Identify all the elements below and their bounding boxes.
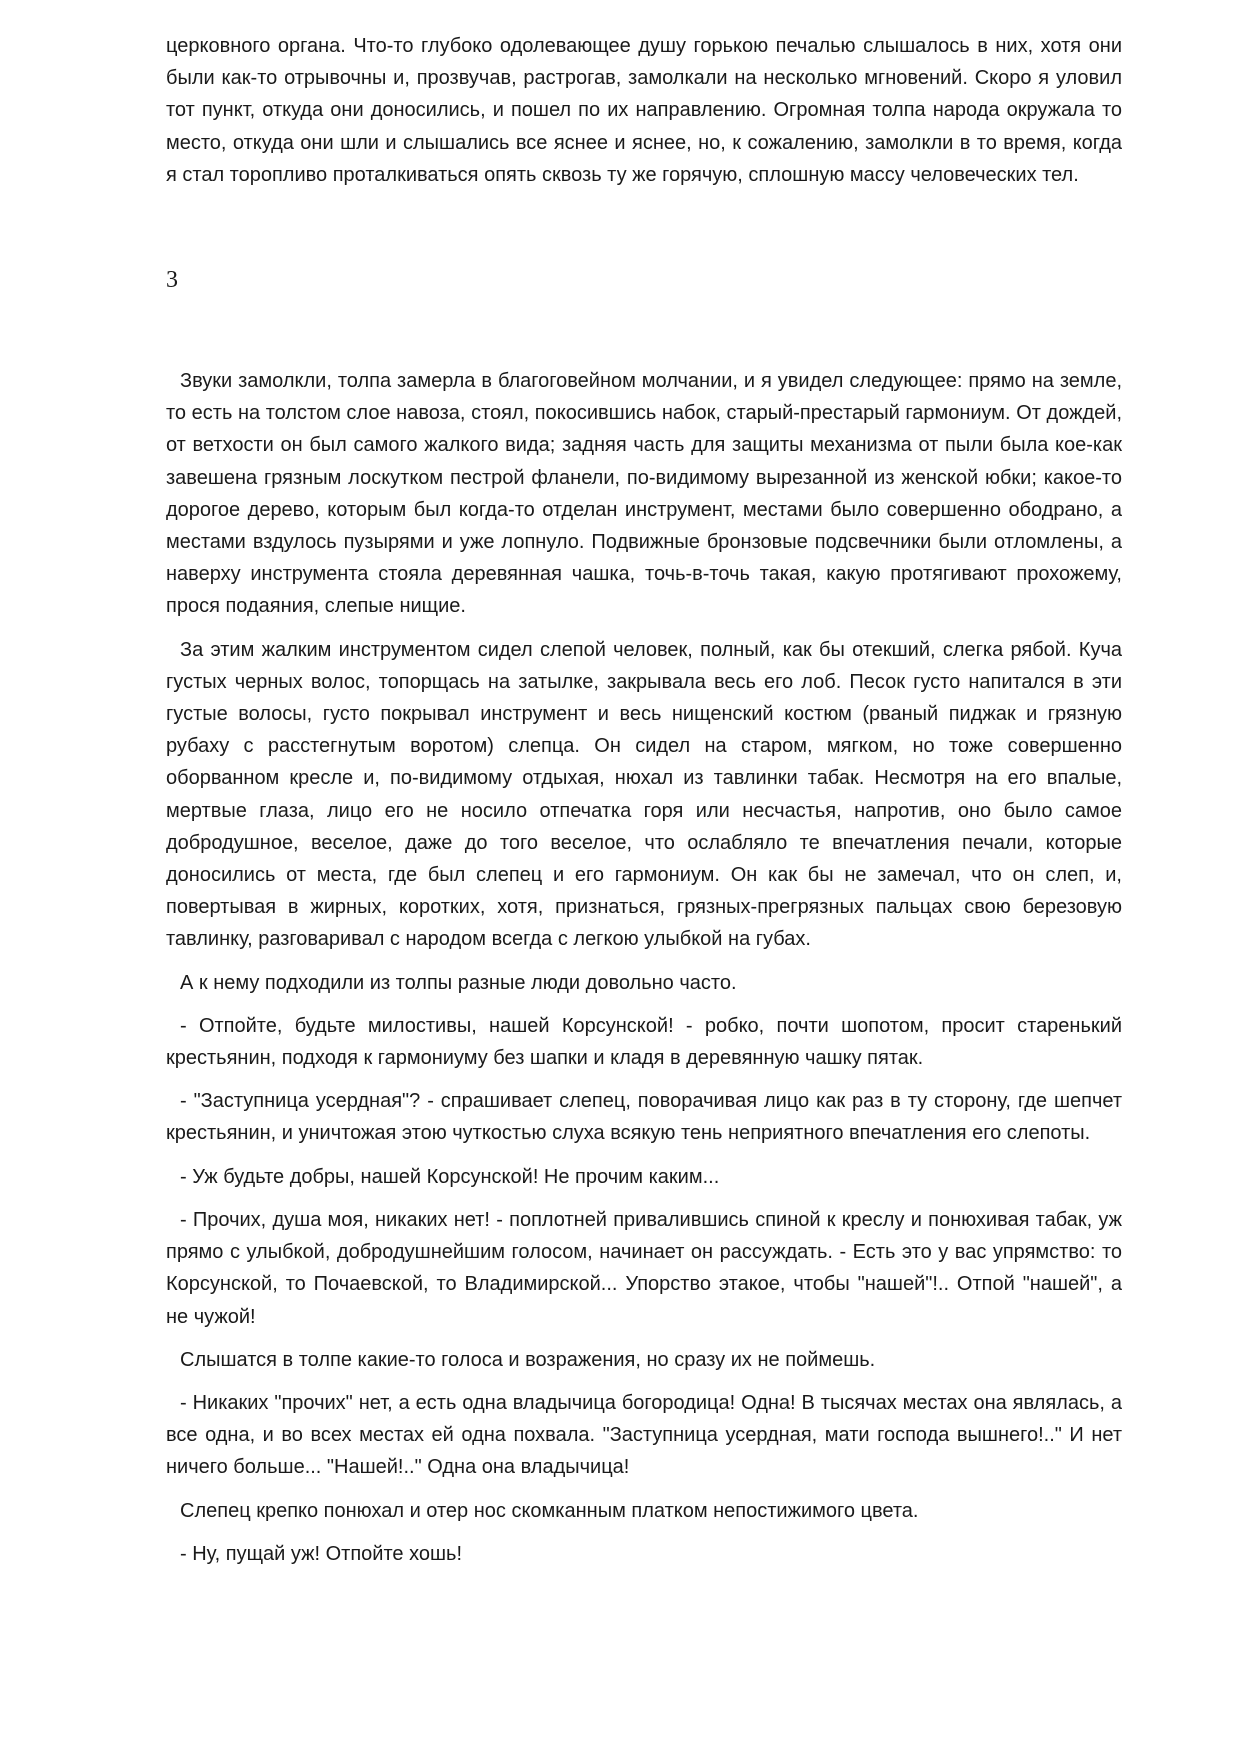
paragraph-1: Звуки замолкли, толпа замерла в благоговейном молчании, и я увидел следующее: прямо на земле, то есть на толстом слое навоза, стоял, покосившись набок, старый-престарый гармониум. От дождей, от ветхости он был самого жалкого вида; задняя часть для защиты механизма от пыли была кое-как завешена грязным лоскутком пестрой фланели, по-видимому вырезанной из женской юбки; какое-то дорогое дерево, которым был когда-то отделан инструмент, местами было совершенно ободрано, а местами вздулось пузырями и уже лопнуло. Подвижные бронзовые подсвечники были отломлены, а наверху инструмента стояла деревянная чашка, точь-в-точь такая, какую протягивают прохожему, прося подаяния, слепые нищие.: [166, 370, 1122, 618]
paragraph-10: Слепец крепко понюхал и отер нос скомканным платком непостижимого цвета.: [180, 1499, 919, 1522]
paragraph-7: - Прочих, душа моя, никаких нет! - поплотней привалившись спиной к креслу и понюхивая табак, уж прямо с улыбкой, добродушнейшим голосом, начинает он рассуждать. - Есть это у вас упрямство: то Корсунской, то Почаевской, то Владимирской... Упорство этакое, чтобы "нашей"!.. Отпой "нашей", а не чужой!: [166, 1208, 1122, 1328]
paragraph-11: - Ну, пущай уж! Отпойте хошь!: [180, 1542, 463, 1565]
paragraph-9: - Никаких "прочих" нет, а есть одна владычица богородица! Одна! В тысячах местах она являлась, а все одна, и во всех местах ей одна похвала. "Заступница усердная, мати господа вышнего!.." И нет ничего больше... "Нашей!.." Одна она владычица!: [166, 1391, 1122, 1479]
document-page: [166, 30, 1122, 1570]
opening-paragraph: церковного органа. Что-то глубоко одолевающее душу горькою печалью слышалось в них, хотя они были как-то отрывочны и, прозвучав, растрогав, замолкали на несколько мгновений. Скоро я уловил тот пункт, откуда они доносились, и пошел по их направлению. Огромная толпа народа окружала то место, откуда они шли и слышались все яснее и яснее, но, к сожалению, замолкли в то время, когда я стал торопливо проталкиваться опять сквозь ту же горячую, сплошную массу человеческих тел.: [166, 35, 1122, 186]
paragraph-2: За этим жалким инструментом сидел слепой человек, полный, как бы отекший, слегка рябой. Куча густых черных волос, топорщась на затылке, закрывала весь его лоб. Песок густо напитался в эти густые волосы, густо покрывал инструмент и весь нищенский костюм (рваный пиджак и грязную рубаху с расстегнутым воротом) слепца. Он сидел на старом, мягком, но тоже совершенно оборванном кресле и, по-видимому отдыхая, нюхал из тавлинки табак. Несмотря на его впалые, мертвые глаза, лицо его не носило отпечатка горя или несчастья, напротив, оно было самое добродушное, веселое, даже до того веселое, что ослабляло те впечатления печали, которые доносились от места, где был слепец и его гармониум. Он как бы не замечал, что он слеп, и, повертывая в жирных, коротких, хотя, признаться, грязных-прегрязных пальцах свою березовую тавлинку, разговаривал с народом всегда с легкою улыбкой на губах.: [166, 638, 1122, 951]
paragraph-3: А к нему подходили из толпы разные люди довольно часто.: [180, 971, 737, 994]
paragraph-5: - "Заступница усердная"? - спрашивает слепец, поворачивая лицо как раз в ту сторону, где шепчет крестьянин, и уничтожая этою чуткостью слуха всякую тень неприятного впечатления его слепоты.: [166, 1090, 1122, 1145]
paragraph-6: - Уж будьте добры, нашей Корсунской! Не прочим каким...: [180, 1165, 720, 1188]
paragraph-8: Слышатся в толпе какие-то голоса и возражения, но сразу их не поймешь.: [180, 1348, 876, 1371]
paragraph-4: - Отпойте, будьте милостивы, нашей Корсунской! - робко, почти шопотом, просит старенький крестьянин, подходя к гармониуму без шапки и кладя в деревянную чашку пятак.: [166, 1014, 1122, 1070]
chapter-number: 3: [166, 267, 178, 294]
